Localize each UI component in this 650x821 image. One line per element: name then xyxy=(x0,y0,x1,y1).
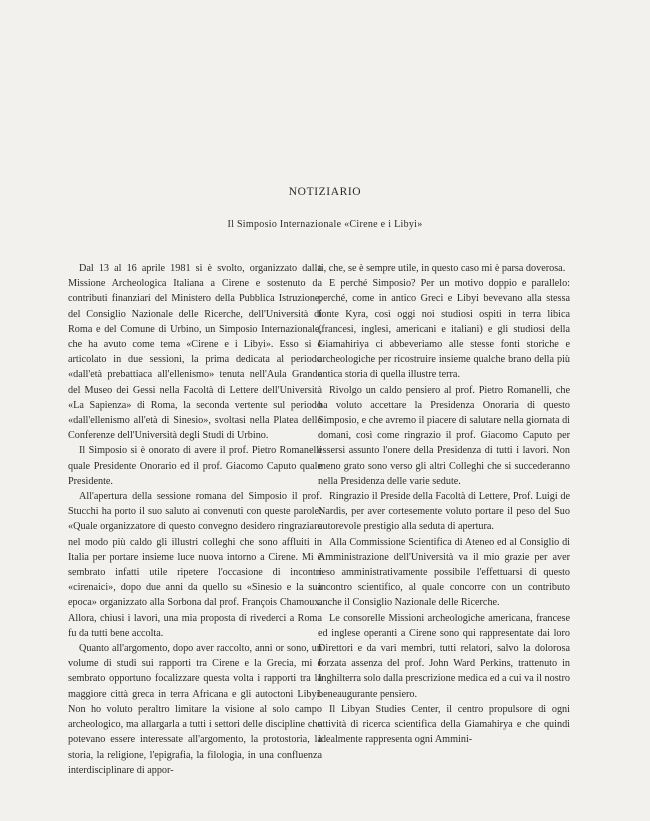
paragraph: Dal 13 al 16 aprile 1981 si è svolto, organizzato dalla Missione Archeologica Italiana a Cirene e sostenuto da contributi finanziari del Ministero della Pubblica Istruzione, del Consiglio Nazionale delle Ricerche, dell'Università di Roma e del Comune di Urbino, un Simposio Internazionale, che ha avuto come tema «Cirene e i Libyi». Esso si è articolato in due sessioni, la prima dedicata al periodo «dall'età prebattiaca all'ellenismo» tenuta nell'Aula Grande del Museo dei Gessi nella Facoltà di Lettere dell'Università «La Sapienza» di Roma, la seconda vertente sul periodo «dall'ellenismo all'età di Sinesio», svoltasi nella Platea delle Conferenze dell'Università degli Studi di Urbino. xyxy=(68,263,322,442)
section-title: NOTIZIARIO xyxy=(288,186,362,198)
paragraph: Le consorelle Missioni archeologiche americana, francese ed inglese operanti a Cirene sono qui rappresentate dai loro Direttori e da vari membri, tutti relatori, salvo la dolorosa forzata assenza del prof. John Ward Perkins, trattenuto in Inghilterra solo dalla prescrizione medica ed a cui va il nostro beneaugurante pensiero. xyxy=(318,612,570,700)
paragraph: All'apertura della sessione romana del Simposio il prof. Stucchi ha porto il suo saluto ai convenuti con queste parole: «Quale organizzatore di questo convegno desidero ringraziare nel modo più caldo gli illustri colleghi che sono affluiti in Italia per portare insieme luce nuova intorno a Cirene. Mi è sembrato infatti utile ripetere l'occasione di incontri «cirenaici», dopo due anni da quello su «Sinesio e la sua epoca» organizzato alla Sorbona dal prof. François Chamoux. Allora, chiusi i lavori, una mia proposta di rivederci a Roma fu da tutti bene accolta. xyxy=(68,491,322,639)
paragraph: E perché Simposio? Per un motivo doppio e parallelo: perché, come in antico Greci e Libyi bevevano alla stessa fonte Kyra, così oggi noi studiosi ospiti in terra libica (francesi, inglesi, americani e italiani) e gli studiosi della Giamahiriya ci abbeveriamo alle stesse fonti storiche e archeologiche per ricostruire insieme qualche brano della più antica storia di quella illustre terra. xyxy=(318,278,570,381)
left-column xyxy=(68,261,322,778)
paragraph: Rivolgo un caldo pensiero al prof. Pietro Romanelli, che ha voluto accettare la Presidenza Onoraria di questo Simposio, e che avremo il piacere di salutare nella giornata di domani, così come ringrazio il prof. Giacomo Caputo per essersi assunto l'onere della Presidenza di tutti i lavori. Non meno grato sono verso gli altri Colleghi che si succederanno nella Presidenza delle varie sedute. xyxy=(318,384,570,487)
paragraph: Il Libyan Studies Center, il centro propulsore di ogni attività di ricerca scientifica della Giamahirya e che quindi idealmente rappresenta ogni Ammini- xyxy=(318,703,570,746)
paragraph-continuation: ti, che, se è sempre utile, in questo caso mi è parsa doverosa. xyxy=(318,263,566,274)
right-column xyxy=(318,261,570,748)
paragraph: Quanto all'argomento, dopo aver raccolto, anni or sono, un volume di studi sui rapporti tra Cirene e la Grecia, mi è sembrato opportuno focalizzare questa volta i rapporti tra la maggiore città greca in terra Africana e gli autoctoni Libyi. Non ho voluto peraltro limitare la visione al solo campo archeologico, ma allargarla a tutti i settori delle discipline che potevano essere interessate all'argomento, la protostoria, la storia, la religione, l'epigrafia, la filologia, in una confluenza interdisciplinare di appor- xyxy=(68,643,322,776)
article-subtitle: Il Simposio Internazionale «Cirene e i Libyi» xyxy=(227,219,423,230)
paragraph: Alla Commissione Scientifica di Ateneo ed al Consiglio di Amministrazione dell'Università va il mio grazie per aver reso amministrativamente possibile l'effettuarsi di questo incontro scientifico, al quale concorre con un contributo anche il Consiglio Nazionale delle Ricerche. xyxy=(318,536,570,609)
paragraph: Il Simposio si è onorato di avere il prof. Pietro Romanelli quale Presidente Onorario ed il prof. Giacomo Caputo quale Presidente. xyxy=(68,445,322,487)
paragraph: Ringrazio il Preside della Facoltà di Lettere, Prof. Luigi de Nardis, per aver cortesemente voluto portare il peso del Suo autorevole prestigio alla seduta di apertura. xyxy=(318,491,570,533)
